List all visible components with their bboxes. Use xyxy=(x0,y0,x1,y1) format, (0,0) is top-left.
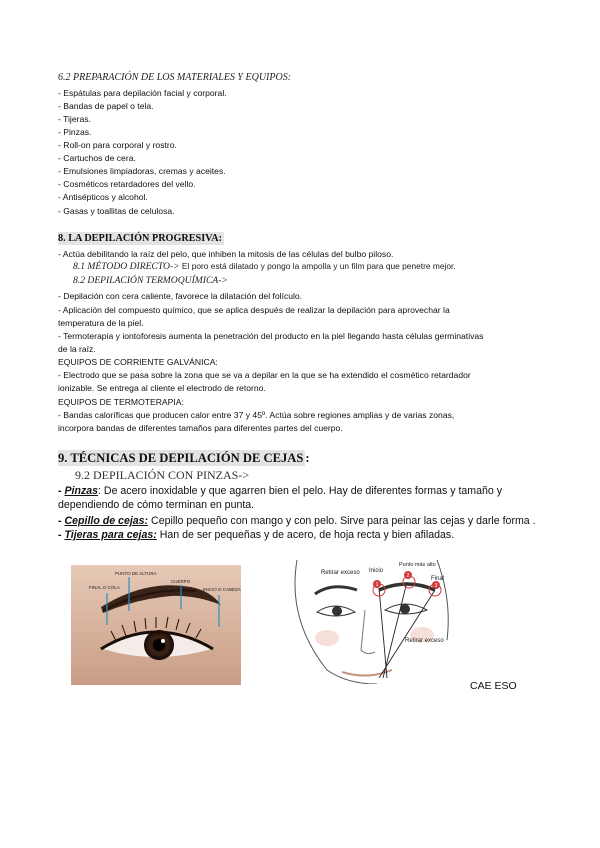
eyebrow-diagram-svg xyxy=(287,560,457,684)
subsection-8-1: 8.1 MÉTODO DIRECTO-> El poro está dilatado y pongo la ampolla y un film para que penetre mejor. xyxy=(73,261,456,272)
marker-1: 1 xyxy=(375,582,379,588)
text-line: incorpora bandas de diferentes tamaños para diferentes partes del cuerpo. xyxy=(58,423,343,433)
label-final: FINAL O COLA xyxy=(89,585,120,590)
eyebrow-photo-svg xyxy=(71,565,241,685)
tijeras-paragraph: - Tijeras para cejas: Han de ser pequeñas y de acero, de hoja recta y bien afiladas. xyxy=(58,529,455,541)
footer-cae: CAE ESO xyxy=(470,680,517,692)
section-6-2-title: 6.2 PREPARACIÓN DE LOS MATERIALES Y EQUIPOS: xyxy=(58,72,292,83)
list-item: - Tijeras. xyxy=(58,114,91,124)
cepillo-paragraph: - Cepillo de cejas: Cepillo pequeño con mango y con pelo. Sirve para peinar las cejas y darle forma . xyxy=(58,515,536,527)
text-line: EQUIPOS DE TERMOTERAPIA: xyxy=(58,397,184,407)
text-line: EQUIPOS DE CORRIENTE GALVÁNICA: xyxy=(58,357,218,367)
subsection-9-2-title: 9.2 DEPILACIÓN CON PINZAS-> xyxy=(75,468,250,482)
section-9-title: 9. TÉCNICAS DE DEPILACIÓN DE CEJAS : xyxy=(58,451,310,465)
text-line: de la raíz. xyxy=(58,344,96,354)
list-item: - Emulsiones limpiadoras, cremas y aceites. xyxy=(58,166,226,176)
text-line: - Actúa debilitando la raíz del pelo, que inhiben la mitosis de las células del bulbo piloso. xyxy=(58,249,394,259)
label-final-diagram: Final xyxy=(431,576,445,582)
label-cuerpo: CUERPO xyxy=(171,579,191,584)
text-line: - Termoterapia y iontoforesis aumenta la penetración del producto en la piel llegando hasta células germinativas xyxy=(58,331,484,341)
list-item: - Pinzas. xyxy=(58,127,92,137)
text-line: ionizable. Se entrega al cliente el electrodo de retorno. xyxy=(58,383,266,393)
section-8-title: 8. LA DEPILACIÓN PROGRESIVA: xyxy=(58,233,222,244)
list-item: - Espátulas para depilación facial y corporal. xyxy=(58,88,227,98)
text-line: temperatura de la piel. xyxy=(58,318,144,328)
text-line: - Depilación con cera caliente, favorece la dilatación del folículo. xyxy=(58,291,303,301)
marker-3: 3 xyxy=(434,583,438,589)
pinzas-paragraph: - Pinzas: De acero inoxidable y que agarren bien el pelo. Hay de diferentes formas y tamaño y dependiendo de cómo terminan en punta. xyxy=(58,485,503,511)
label-inicio-diagram: Inicio xyxy=(369,568,384,574)
list-item: - Bandas de papel o tela. xyxy=(58,101,154,111)
label-retirar-1: Retirar exceso xyxy=(321,570,360,576)
text-line: - Aplicación del compuesto químico, que se aplica después de realizar la depilación para aprovechar la xyxy=(58,305,450,315)
text-line: - Electrodo que se pasa sobre la zona que se va a depilar en la que se ha extendido el cosmético retardador xyxy=(58,370,471,380)
list-item: - Gasas y toallitas de celulosa. xyxy=(58,206,175,216)
list-item: - Cosméticos retardadores del vello. xyxy=(58,179,196,189)
label-punto: PUNTO DE ALTURA xyxy=(115,571,157,576)
eyebrow-photo xyxy=(71,565,241,685)
text-line: - Bandas caloríficas que producen calor entre 37 y 45º. Actúa sobre regiones amplias y de varias zonas, xyxy=(58,410,455,420)
eyebrow-diagram xyxy=(287,560,457,684)
label-retirar-2: Retirar exceso xyxy=(405,638,444,644)
list-item: - Cartuchos de cera. xyxy=(58,153,136,163)
label-inicio: INICIO O CABEZA xyxy=(203,587,241,592)
subsection-8-2-title: 8.2 DEPILACIÓN TERMOQUÍMICA-> xyxy=(73,275,228,286)
list-item: - Antisépticos y alcohol. xyxy=(58,192,148,202)
marker-2: 2 xyxy=(406,573,410,579)
label-punto-alto: Punto más alto xyxy=(399,562,436,568)
list-item: - Roll-on para corporal y rostro. xyxy=(58,140,177,150)
